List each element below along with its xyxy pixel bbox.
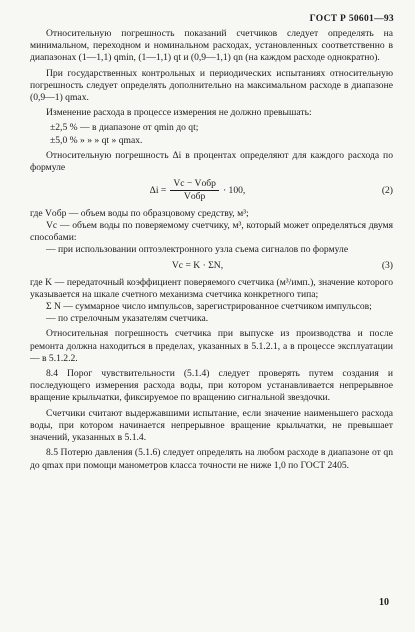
page-number: 10 bbox=[379, 597, 389, 608]
document-body bbox=[30, 28, 393, 472]
where-vc: Vc — объем воды по поверяемому счетчику, м³, который может определяться двумя способами: bbox=[30, 219, 393, 244]
formula-2-numerator: Vc − Vобр bbox=[170, 178, 219, 191]
limit-line-2: ±5,0 % » » » qt » qmax. bbox=[50, 134, 143, 146]
formula-2-fraction bbox=[170, 178, 219, 203]
formula-2-number: (2) bbox=[381, 184, 393, 196]
paragraph-limits: Относительная погрешность счетчика при выпуске из производства и после ремонта должна находиться в пределах, указанных в 5.1.2.1, а в процессе эксплуатации — в 5.1.2.2. bbox=[30, 328, 393, 364]
formula-3-body: Vc = K · ΣN, bbox=[171, 260, 224, 272]
standard-header: ГОСТ Р 50601—93 bbox=[309, 14, 394, 24]
where-sum-n: Σ N — суммарное число импульсов, зарегистрированное счетчиком импульсов; bbox=[46, 301, 372, 313]
where-vobr: где Vобр — объем воды по образцовому средству, м³; bbox=[30, 207, 249, 219]
paragraph-8-5: 8.5 Потерю давления (5.1.6) следует определять на любом расходе в диапазоне от qn до qmax при помощи манометров класса точности не ниже 1,0 по ГОСТ 2405. bbox=[30, 447, 393, 471]
formula-3 bbox=[30, 260, 393, 272]
formula-2-right: · 100, bbox=[222, 184, 246, 196]
formula-2 bbox=[30, 178, 393, 203]
paragraph-flow-change: Изменение расхода в процессе измерения не должно превышать: bbox=[46, 107, 312, 119]
where-optoelectronic: — при использовании оптоэлектронного узла съема сигналов по формуле bbox=[46, 244, 349, 256]
formula-2-left: Δi = bbox=[149, 184, 167, 196]
paragraph-state-tests: При государственных контрольных и периодических испытаниях относительную погрешность следует определять дополнительно на максимальном расходе в диапазоне (0,9—1) qmax. bbox=[30, 67, 393, 104]
paragraph-8-4: 8.4 Порог чувствительности (5.1.4) следует проверять путем создания и последующего измерения расхода воды, при котором устанавливается непрерывное вращение крыльчатки, фиксируемое по вращению сигнальной звездочки. bbox=[30, 368, 393, 404]
paragraph-relative-error: Относительную погрешность Δi в процентах определяют для каждого расхода по формуле bbox=[30, 149, 393, 174]
where-pointer: — по стрелочным указателям счетчика. bbox=[46, 313, 209, 325]
paragraph-error-rates: Относительную погрешность показаний счетчиков следует определять на минимальном, переходном и номинальном расходах, установленных соответственно в диапазонах (1—1,1) qmin, (1—1,1) qt и (0,9—1,1) qn (на каждом расходе однократно). bbox=[30, 28, 393, 64]
paragraph-passed: Счетчики считают выдержавшими испытание, если значение наименьшего расхода воды, при котором начинается непрерывное вращение крыльчатки, не превышает значений, указанных в 5.1.4. bbox=[30, 407, 393, 444]
limit-line-1: ±2,5 % — в диапазоне от qmin до qt; bbox=[50, 122, 199, 134]
formula-2-denominator: Vобр bbox=[183, 191, 206, 203]
formula-3-number: (3) bbox=[381, 260, 393, 272]
where-k: где K — передаточный коэффициент поверяемого счетчика (м³/имп.), значение которого указывается на шкале счетного механизма счетчика конкретного типа; bbox=[30, 276, 393, 300]
